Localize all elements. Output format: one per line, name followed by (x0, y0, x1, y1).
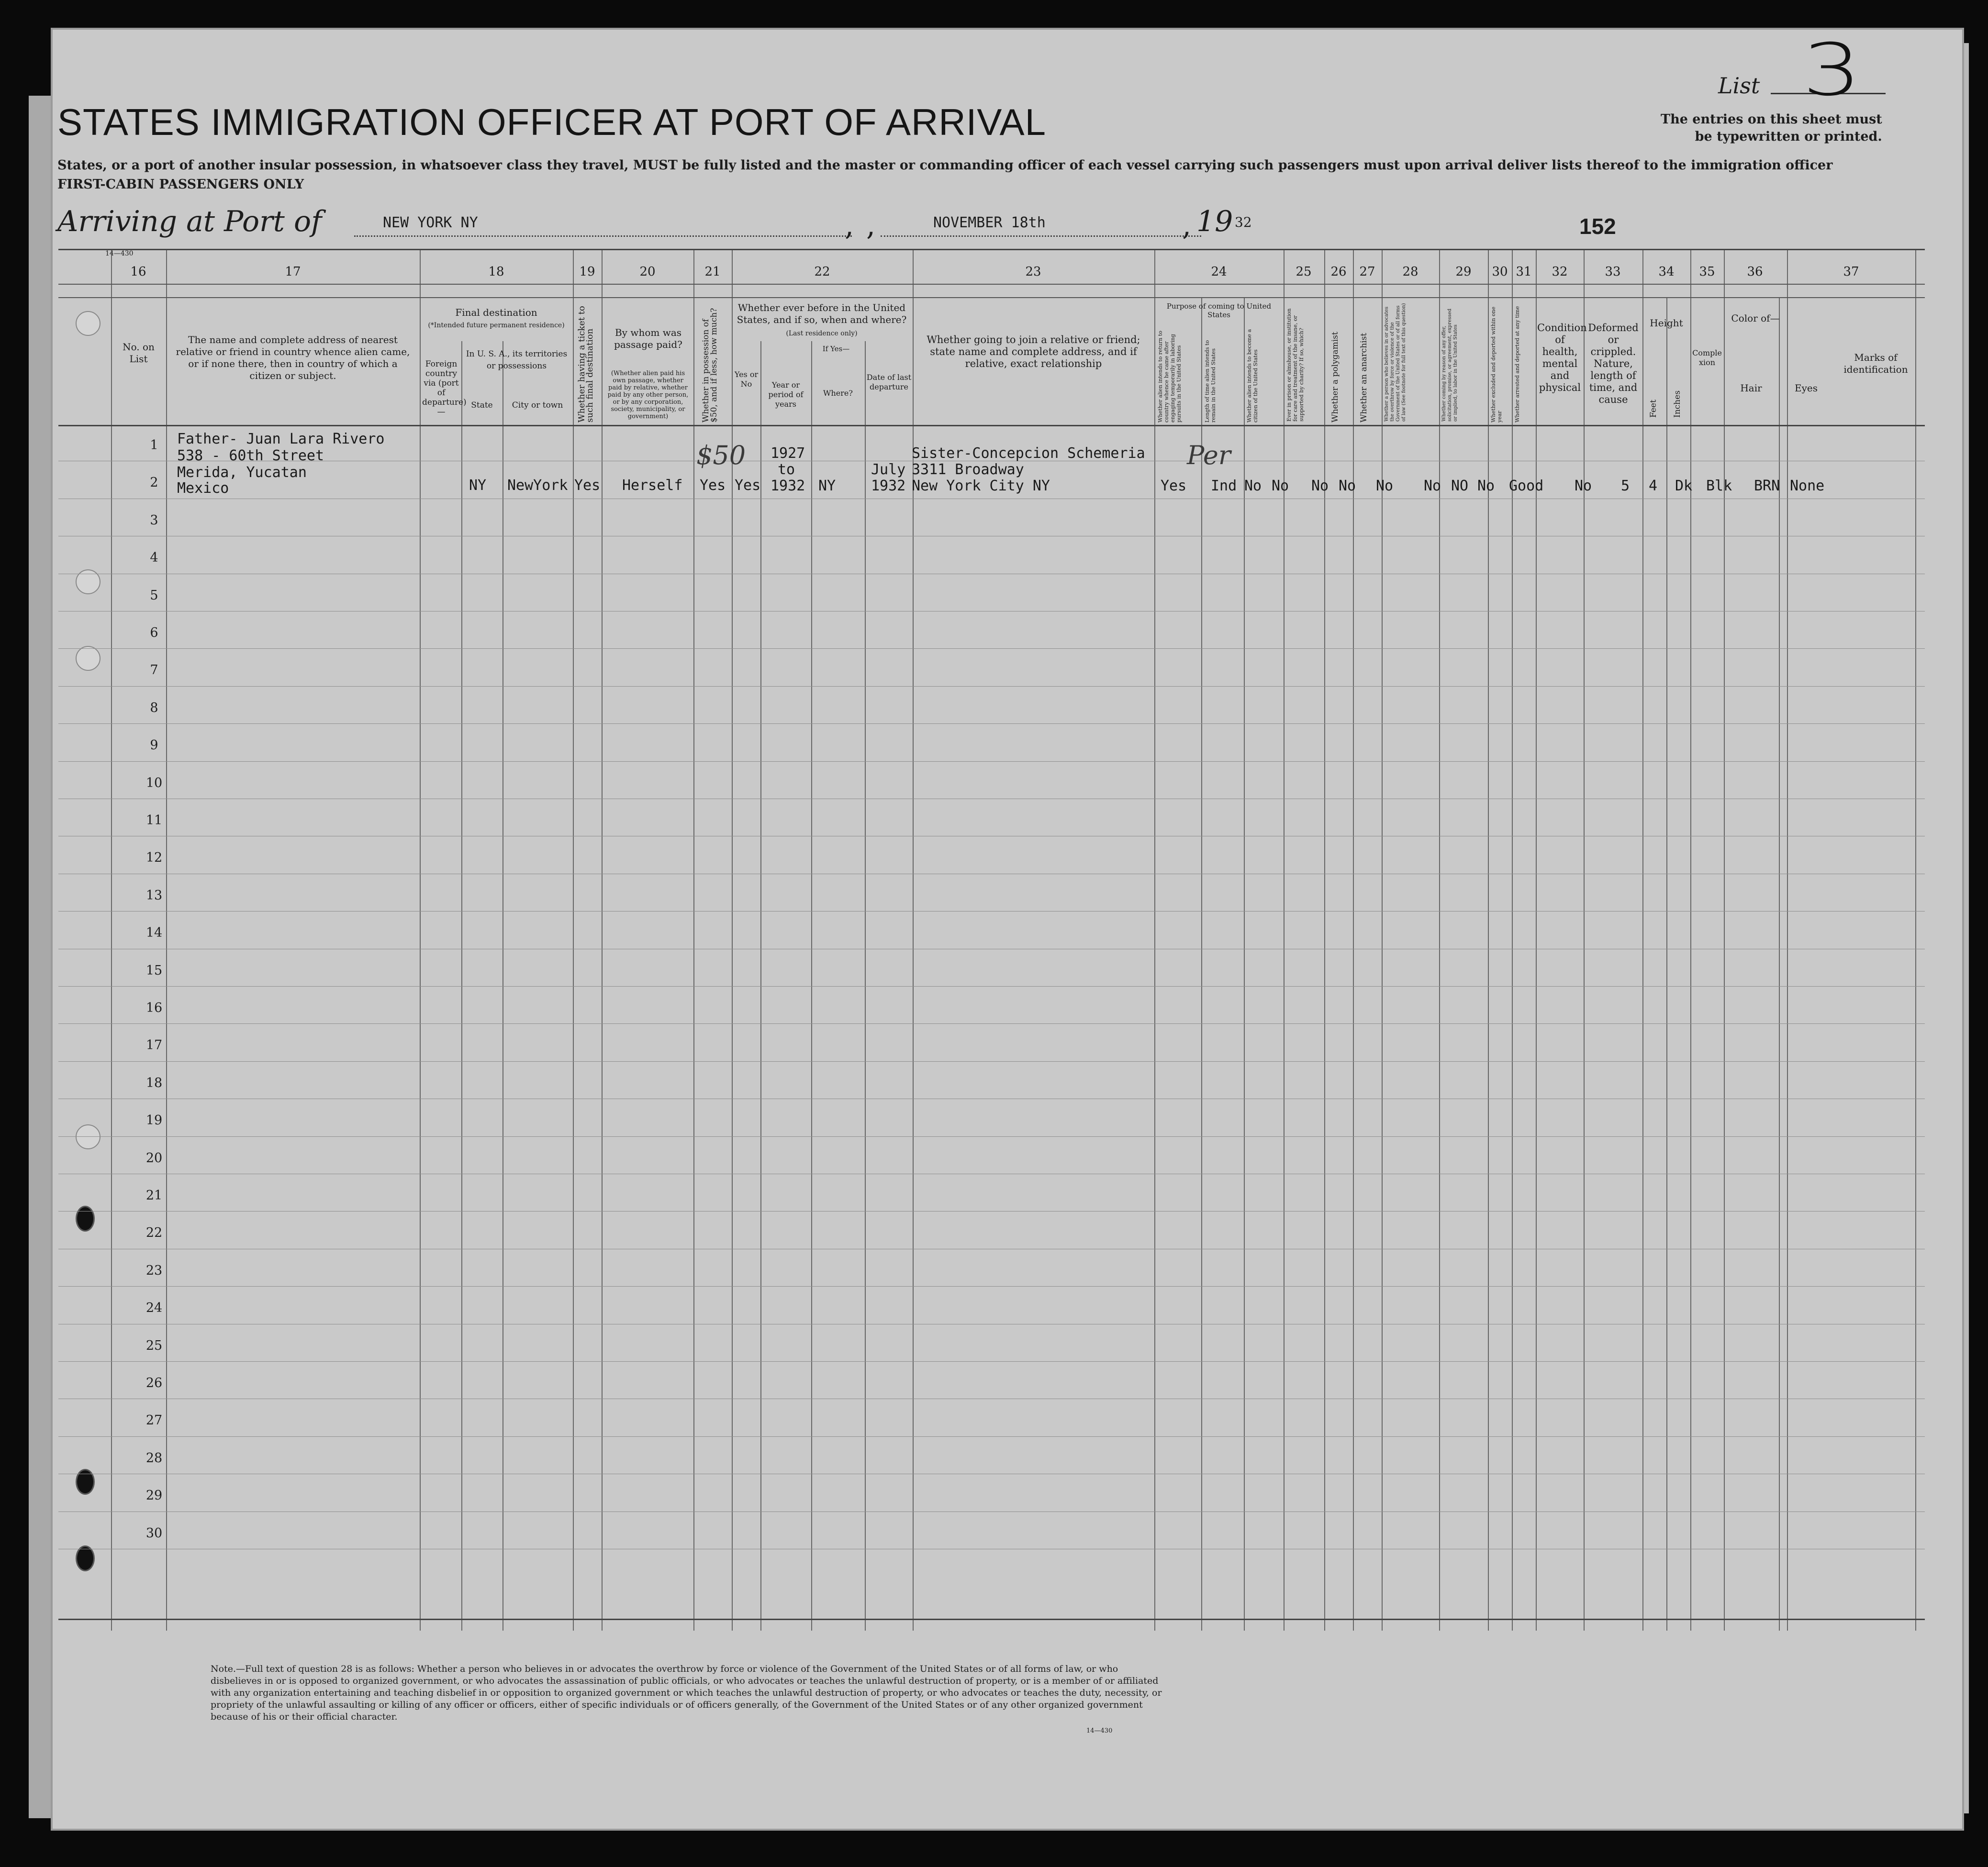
table-row (58, 1436, 1925, 1437)
joining-line3: New York City NY (912, 478, 1050, 494)
before-value: Yes (735, 477, 761, 494)
row-number: 5 (150, 588, 158, 603)
page-title: STATES IMMIGRATION OFFICER AT PORT OF ARRIVAL (57, 101, 1047, 143)
row-number: 28 (145, 1450, 163, 1466)
row-number: 7 (150, 663, 158, 678)
relative-line4: Mexico (177, 480, 229, 497)
paid-by-value: Herself (622, 477, 683, 494)
row-number: 20 (145, 1150, 163, 1166)
prison-value: No (1272, 478, 1289, 494)
manifest-table: 16 17 18 19 20 21 22 23 24 25 26 27 28 29 30 31 32 33 34 35 36 37 No. on List The name and complete address of nearest relative or friend in country whence alien came, or if none there, then in country of which a citizen or subject. Final destination (*Intended future permanent residence) Foreign country via (port of departure)— In U. S. A., its territories or possessions State City or town Whether having a ticket to such final destination By whom was passage paid? (Whether alien paid his own passage, whether paid by relative, whether paid by any other person, or by any corporation, society, municipality, or government) Whether in possession of $50, and if less, how much? Whether ever before in the United States, and if so, when and where? (Last residence only) If Yes— Yes or No Year or period of years Where? Date of last departure Whether going to join a relative or friend; state name and complete address, and if relative, exact relationship Purpose of coming to United States Whether alien intends to return to country whence he came after engaging temporarily in laboring pursuits in the United States Length of time alien intends to remain in the United States Whether alien intends to become a citizen of the United States Ever in prison or almshouse, or institution for care and treatment of the insane, or supported by charity? If so, which? Whether a polygamist Whether an anarchist Whether a person who believes in or advocates the overthrow by force or violence of the Government of the United States or of all forms of law (See footnote for full text of this question) Whether coming by reason of any offer, solicitation, promise, or agreement, expressed or implied, to labor in the United States Whether excluded and deported within one year Whether arrested and deported at any time Condition of health, mental and physical Deformed or crippled. Nature, length of time, and cause Height Feet Inches Complexion Color of— Hair Eyes Marks of identification (58, 249, 1925, 1631)
deformed-value: No (1575, 478, 1592, 494)
state-value: NY (469, 477, 487, 494)
row-number: 27 (145, 1413, 163, 1428)
purpose-handwritten: Per (1187, 440, 1231, 470)
table-row (58, 1511, 1925, 1512)
marks-value: None (1790, 478, 1825, 494)
footnote: Note.—Full text of question 28 is as follows: Whether a person who believes in or advocates the overthrow by force or violence of the Government of the United States or of all forms of law, or who disbelieves in or is opposed to organized government, or who advocates the assassination of public officials, or who advocates or teaches the unlawful destruction of property, or is a member of or affiliated with any organization entertaining and teaching disbelief in or opposition to organized government or which teaches the unlawful destruction of property, or who advocates or teaches the duty, necessity, or propriety of the unlawful assaulting or killing of any officer or officers, either of specific individuals or of officers generally, of the Government of the United States or of any other organized government because of his or their official character. (211, 1664, 1162, 1722)
entries-note (1661, 111, 1882, 145)
labor-offer-value: No (1424, 478, 1441, 494)
row-number: 19 (145, 1113, 163, 1128)
purpose-return: Yes (1161, 478, 1187, 494)
list-number: 3 (1802, 29, 1862, 112)
table-row (58, 1061, 1925, 1062)
table-row (58, 761, 1925, 762)
underlying-pages-left (29, 96, 54, 1818)
row-number: 26 (145, 1376, 163, 1390)
anarchist-value: No (1339, 478, 1356, 494)
row-number: 30 (145, 1525, 163, 1541)
row-number: 22 (145, 1225, 163, 1241)
col17-header: The name and complete address of nearest relative or friend in country whence alien came, or if none there, then in country of which a citizen or subject. (176, 334, 410, 381)
year-suffix: 32 (1235, 214, 1252, 230)
underlying-pages-right (1962, 43, 1969, 1813)
intro-text: States, or a port of another insular possession, in whatsoever class they travel, MUST be fully listed and the master or commanding officer of each vessel carrying such passengers must upon arrival deliver lists thereof to the immigration officer (57, 158, 1833, 173)
class-text: FIRST-CABIN PASSENGERS ONLY (57, 177, 304, 192)
date-line (881, 235, 1201, 237)
row-number: 17 (145, 1038, 163, 1053)
entries-note-line2: be typewritten or printed. (1695, 129, 1882, 144)
departure-line2: 1932 (871, 478, 906, 494)
joining-line2: 3311 Broadway (912, 461, 1024, 478)
joining-line1: Sister-Concepcion Schemeria (912, 445, 1145, 462)
feet-value: 5 (1621, 478, 1630, 494)
date-value: NOVEMBER 18th (933, 214, 1046, 231)
ticket-value: Yes (574, 477, 601, 494)
eyes-value: BRN (1754, 478, 1780, 494)
row-number: 15 (145, 963, 163, 978)
row-number: 23 (145, 1263, 163, 1278)
row-number: 14 (145, 925, 163, 941)
row-number: 2 (150, 475, 158, 490)
inches-value: 4 (1649, 478, 1658, 494)
row-number: 18 (145, 1075, 163, 1090)
relative-line1: Father- Juan Lara Rivero (177, 431, 385, 447)
purpose-length: Ind (1211, 478, 1237, 494)
table-row (58, 723, 1925, 724)
fifty-value: Yes (700, 477, 726, 494)
row-number: 8 (150, 700, 158, 715)
row-number: 25 (145, 1338, 163, 1353)
table-row (58, 648, 1925, 649)
entries-note-line1: The entries on this sheet must (1661, 112, 1882, 127)
where-value: NY (818, 478, 836, 494)
hair-value: Blk (1706, 478, 1732, 494)
polygamist-value: No (1311, 478, 1329, 494)
years-line2: to (778, 461, 795, 478)
arrested-value: No (1477, 478, 1495, 494)
departure-line1: July (871, 461, 906, 478)
years-line3: 1932 (771, 478, 805, 494)
city-value: NewYork (507, 477, 568, 494)
row-number: 4 (150, 550, 158, 566)
page-number: 152 (1579, 214, 1616, 239)
overthrow-value: No (1376, 478, 1394, 494)
year-prefix: 19 (1196, 205, 1233, 238)
complexion-value: Dk (1675, 478, 1693, 494)
purpose-citizen: No (1244, 478, 1262, 494)
table-row (58, 686, 1925, 687)
relative-line3: Merida, Yucatan (177, 464, 307, 481)
row-number: 1 (150, 438, 158, 453)
row-number: 3 (150, 512, 158, 528)
row-number: 12 (145, 850, 163, 866)
row-number: 29 (145, 1488, 163, 1503)
list-label: List (1718, 73, 1760, 99)
row-number: 6 (150, 625, 158, 640)
comma: , (866, 209, 876, 242)
row-number: 10 (145, 775, 163, 790)
fifty-handwritten: $50 (696, 440, 746, 470)
row-number: 21 (145, 1188, 163, 1203)
col18-title: Final destination (455, 307, 537, 318)
relative-line2: 538 - 60th Street (177, 447, 324, 464)
table-row (58, 1361, 1925, 1362)
health-value: Good (1509, 478, 1544, 494)
comma: , (1182, 209, 1192, 242)
port-line (354, 235, 852, 237)
row-number: 11 (145, 813, 163, 828)
row-number: 16 (145, 1000, 163, 1015)
port-value: NEW YORK NY (383, 214, 478, 231)
row-number: 9 (150, 738, 158, 753)
row-number: 24 (145, 1300, 163, 1316)
table-row (58, 1286, 1925, 1287)
table-row (58, 986, 1925, 987)
arriving-label: Arriving at Port of (57, 205, 322, 238)
comma: , (845, 209, 854, 242)
col16-header: No. on List (123, 341, 155, 365)
footnote-code: 14—430 (1086, 1727, 1113, 1734)
excluded-value: NO (1451, 478, 1469, 494)
years-line1: 1927 (771, 445, 805, 462)
table-row (58, 1023, 1925, 1024)
row-number: 13 (145, 888, 163, 903)
form-code: 14—430 (105, 250, 134, 257)
table-row (58, 1136, 1925, 1137)
